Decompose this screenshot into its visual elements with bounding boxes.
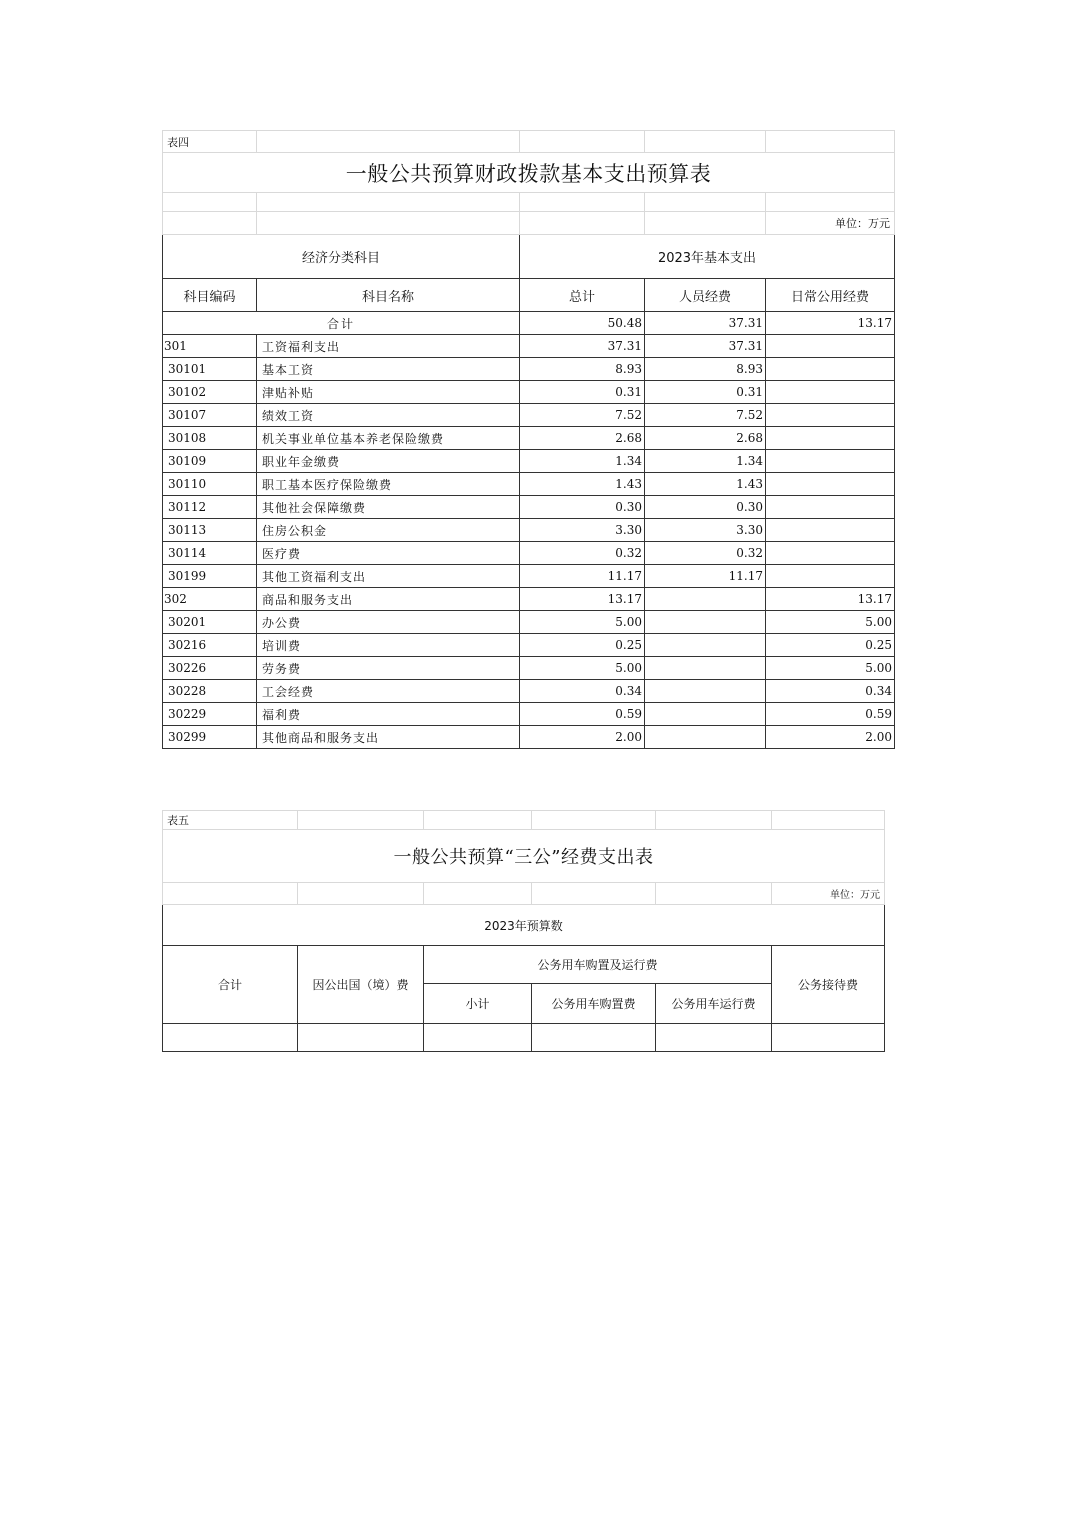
row-total: 11.17 (520, 565, 645, 588)
row-personnel: 0.31 (645, 381, 766, 404)
row-code: 30299 (163, 726, 257, 749)
row-code: 30109 (163, 450, 257, 473)
header-vehicle-purchase: 公务用车购置费 (532, 984, 656, 1024)
row-public (766, 381, 895, 404)
table-tag: 表五 (163, 811, 298, 830)
cell-vehicle-operation (656, 1024, 772, 1052)
row-code: 30110 (163, 473, 257, 496)
table-row (163, 404, 895, 427)
row-code: 302 (163, 588, 257, 611)
row-personnel (645, 588, 766, 611)
header-personnel: 人员经费 (645, 279, 766, 312)
row-code: 30228 (163, 680, 257, 703)
row-personnel: 1.43 (645, 473, 766, 496)
row-code: 30114 (163, 542, 257, 565)
header-group-row (163, 946, 885, 984)
table-row (163, 565, 895, 588)
row-name: 商品和服务支出 (257, 588, 520, 611)
row-code: 30107 (163, 404, 257, 427)
row-code: 30102 (163, 381, 257, 404)
row-public (766, 358, 895, 381)
cell-vehicle-purchase (532, 1024, 656, 1052)
row-public: 0.25 (766, 634, 895, 657)
row-code: 301 (163, 335, 257, 358)
row-code: 30113 (163, 519, 257, 542)
row-code: 30216 (163, 634, 257, 657)
row-name: 其他工资福利支出 (257, 565, 520, 588)
cell-total (163, 1024, 298, 1052)
row-name: 培训费 (257, 634, 520, 657)
header-year-row (163, 905, 885, 946)
table-row (163, 496, 895, 519)
header-abroad: 因公出国（境）费 (298, 946, 424, 1024)
header-total: 合计 (163, 946, 298, 1024)
table-row (163, 657, 895, 680)
total-row (163, 312, 895, 335)
row-public: 5.00 (766, 611, 895, 634)
row-personnel (645, 657, 766, 680)
cell-abroad (298, 1024, 424, 1052)
table-row (163, 427, 895, 450)
row-total: 7.52 (520, 404, 645, 427)
header-economic-classification: 经济分类科目 (163, 235, 520, 279)
row-public (766, 335, 895, 358)
row-public: 13.17 (766, 588, 895, 611)
header-code: 科目编码 (163, 279, 257, 312)
unit-row (163, 212, 895, 235)
row-total: 8.93 (520, 358, 645, 381)
row-public: 2.00 (766, 726, 895, 749)
table-row (163, 1024, 885, 1052)
row-name: 职工基本医疗保险缴费 (257, 473, 520, 496)
row-name: 基本工资 (257, 358, 520, 381)
row-total: 0.30 (520, 496, 645, 519)
header-group-row (163, 235, 895, 279)
row-total: 13.17 (520, 588, 645, 611)
row-personnel: 7.52 (645, 404, 766, 427)
table-tag-row (163, 131, 895, 153)
row-name: 职业年金缴费 (257, 450, 520, 473)
header-subtotal: 小计 (424, 984, 532, 1024)
row-total: 2.00 (520, 726, 645, 749)
row-name: 其他社会保障缴费 (257, 496, 520, 519)
table-row (163, 450, 895, 473)
row-personnel: 37.31 (645, 335, 766, 358)
row-public (766, 473, 895, 496)
table-row (163, 542, 895, 565)
row-total: 2.68 (520, 427, 645, 450)
row-total: 5.00 (520, 611, 645, 634)
row-name: 工会经费 (257, 680, 520, 703)
row-name: 劳务费 (257, 657, 520, 680)
table-row (163, 335, 895, 358)
row-name: 其他商品和服务支出 (257, 726, 520, 749)
header-basic-expenditure-year: 2023年基本支出 (520, 235, 895, 279)
table-row (163, 634, 895, 657)
row-name: 工资福利支出 (257, 335, 520, 358)
table-row (163, 680, 895, 703)
row-personnel (645, 611, 766, 634)
table-row (163, 611, 895, 634)
basic-expenditure-table (162, 130, 895, 749)
row-personnel (645, 634, 766, 657)
table-row (163, 473, 895, 496)
row-total: 1.43 (520, 473, 645, 496)
table-title: 一般公共预算“三公”经费支出表 (163, 830, 885, 883)
row-public (766, 450, 895, 473)
row-name: 津贴补贴 (257, 381, 520, 404)
row-personnel (645, 703, 766, 726)
spacer-row (163, 193, 895, 212)
row-code: 30101 (163, 358, 257, 381)
total-public: 13.17 (766, 312, 895, 335)
header-column-row (163, 279, 895, 312)
header-reception: 公务接待费 (772, 946, 885, 1024)
table-row (163, 381, 895, 404)
table-row (163, 726, 895, 749)
row-code: 30229 (163, 703, 257, 726)
row-public (766, 427, 895, 450)
unit-label: 单位：万元 (772, 883, 885, 905)
table-row (163, 588, 895, 611)
unit-label: 单位：万元 (766, 212, 895, 235)
row-total: 37.31 (520, 335, 645, 358)
table-row (163, 703, 895, 726)
header-budget-year: 2023年预算数 (163, 905, 885, 946)
table-tag-row (163, 811, 885, 830)
unit-row (163, 883, 885, 905)
row-code: 30108 (163, 427, 257, 450)
row-code: 30201 (163, 611, 257, 634)
row-personnel (645, 680, 766, 703)
row-personnel (645, 726, 766, 749)
row-public (766, 519, 895, 542)
total-personnel: 37.31 (645, 312, 766, 335)
row-total: 0.31 (520, 381, 645, 404)
row-total: 0.59 (520, 703, 645, 726)
header-public: 日常公用经费 (766, 279, 895, 312)
row-name: 机关事业单位基本养老保险缴费 (257, 427, 520, 450)
row-name: 住房公积金 (257, 519, 520, 542)
row-public: 0.59 (766, 703, 895, 726)
row-name: 医疗费 (257, 542, 520, 565)
row-public (766, 565, 895, 588)
table-row (163, 519, 895, 542)
row-personnel: 0.32 (645, 542, 766, 565)
cell-reception (772, 1024, 885, 1052)
cell-subtotal (424, 1024, 532, 1052)
row-public: 5.00 (766, 657, 895, 680)
table-title: 一般公共预算财政拨款基本支出预算表 (163, 153, 895, 193)
row-total: 3.30 (520, 519, 645, 542)
row-total: 1.34 (520, 450, 645, 473)
table-title-row (163, 830, 885, 883)
row-total: 0.25 (520, 634, 645, 657)
header-vehicle-operation: 公务用车运行费 (656, 984, 772, 1024)
row-total: 5.00 (520, 657, 645, 680)
row-name: 福利费 (257, 703, 520, 726)
row-name: 绩效工资 (257, 404, 520, 427)
total-amount: 50.48 (520, 312, 645, 335)
row-code: 30226 (163, 657, 257, 680)
table-tag: 表四 (163, 131, 257, 153)
row-code: 30112 (163, 496, 257, 519)
row-name: 办公费 (257, 611, 520, 634)
row-personnel: 11.17 (645, 565, 766, 588)
row-total: 0.34 (520, 680, 645, 703)
table-row (163, 358, 895, 381)
row-public (766, 496, 895, 519)
three-public-expenses-table (162, 810, 885, 1052)
header-name: 科目名称 (257, 279, 520, 312)
row-personnel: 3.30 (645, 519, 766, 542)
header-total: 总计 (520, 279, 645, 312)
header-vehicle-group: 公务用车购置及运行费 (424, 946, 772, 984)
row-personnel: 1.34 (645, 450, 766, 473)
row-personnel: 0.30 (645, 496, 766, 519)
row-public: 0.34 (766, 680, 895, 703)
row-public (766, 404, 895, 427)
row-code: 30199 (163, 565, 257, 588)
row-public (766, 542, 895, 565)
total-label: 合计 (163, 312, 520, 335)
row-personnel: 2.68 (645, 427, 766, 450)
row-personnel: 8.93 (645, 358, 766, 381)
row-total: 0.32 (520, 542, 645, 565)
table-title-row (163, 153, 895, 193)
